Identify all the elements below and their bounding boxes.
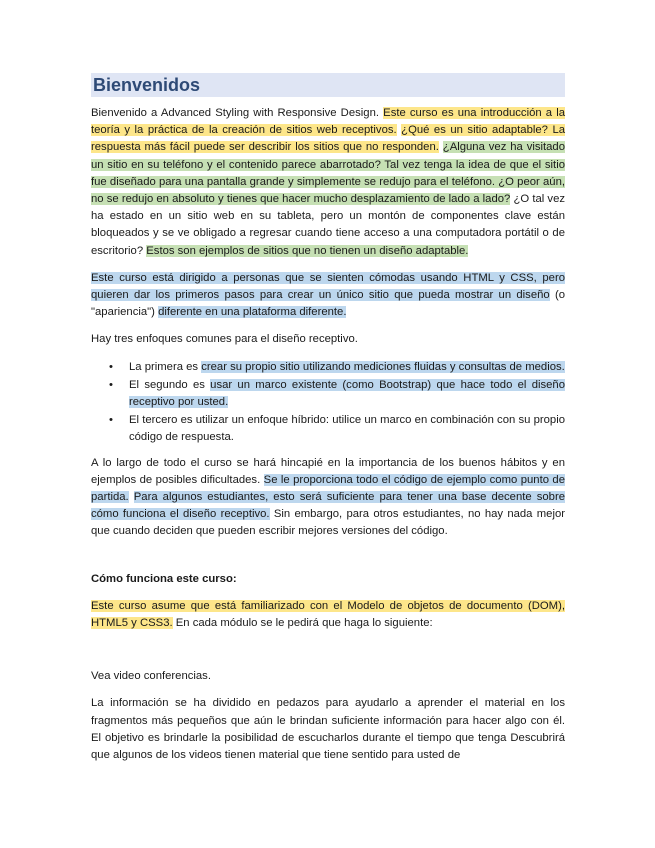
information-paragraph: La información se ha dividido en pedazos para ayudarlo a aprender el material en los fragmentos más pequeños que aún le brindan suficiente información para hacer algo con él. El objetivo es brindarle la posibilidad de escucharlos durante el tiempo que tenga Descubrirá que algunos de los videos tienen material que tiene sentido para usted de — [91, 697, 565, 762]
list-item-3-text: El tercero es utilizar un enfoque híbrido: utilice un marco en combinación con su propio código de respuesta. — [129, 414, 565, 444]
list-item-1-text: crear su propio sitio utilizando mediciones fluidas y consultas de medios. — [201, 360, 565, 373]
audience-sentence-1: Este curso está dirigido a personas que se sienten cómodas usando HTML y CSS, pero quieren dar los primeros pasos para crear un único sitio que pueda mostrar un diseño — [91, 271, 565, 302]
assumptions-sentence-1: Este curso asume que está familiarizado con el Modelo de objetos de documento (DOM), HTML5 y CSS3. — [91, 599, 565, 630]
list-item-2-text: usar un marco existente (como Bootstrap) que hace todo el diseño receptivo por usted. — [129, 378, 565, 409]
audience-sentence-2: (o "apariencia") — [91, 289, 566, 319]
assumptions-paragraph — [91, 598, 565, 632]
assumptions-sentence-2: En cada módulo se le pedirá que haga lo siguiente: — [175, 617, 433, 630]
document-content — [91, 73, 565, 774]
video-lectures-line: Vea video conferencias. — [91, 670, 211, 683]
intro-sentence-3: ¿Qué es un sitio adaptable? La respuesta más fácil puede ser describir los sitios que no responden. — [91, 124, 566, 154]
list-item — [129, 412, 565, 446]
list-item-2-lead: El segundo es — [129, 378, 205, 391]
intro-sentence-4: ¿Alguna vez ha visitado un sitio en su teléfono y el contenido parece abarrotado? Tal vez tenga la idea de que el sitio fue diseñado para una pantalla grande y simplemente se redujo para el teléfono. ¿O peor aún, no se redujo en absoluto y tienes que hacer mucho desplazamiento de lado a lado? — [91, 141, 565, 206]
list-item-1-lead: La primera es — [129, 360, 199, 373]
audience-sentence-3: diferente en una plataforma diferente. — [158, 306, 347, 319]
habits-sentence-3: Para algunos estudiantes, esto será suficiente para tener una base decente sobre cómo funciona el diseño receptivo. — [91, 491, 565, 521]
approaches-intro: Hay tres enfoques comunes para el diseño receptivo. — [91, 333, 358, 346]
habits-paragraph — [91, 455, 565, 541]
intro-sentence-6: Estos son ejemplos de sitios que no tienen un diseño adaptable. — [146, 244, 469, 257]
spacer — [91, 642, 565, 668]
list-item — [129, 359, 565, 376]
section-subheading: Cómo funciona este curso: — [91, 572, 237, 585]
intro-paragraph — [91, 105, 565, 260]
list-item — [129, 377, 565, 411]
page-title: Bienvenidos — [91, 73, 565, 97]
audience-paragraph — [91, 270, 565, 322]
intro-sentence-1: Bienvenido a Advanced Styling with Responsive Design. — [91, 107, 379, 119]
habits-sentence-1: A lo largo de todo el curso se hará hincapié en la importancia de los buenos hábitos y en ejemplos de posibles dificultades. — [91, 456, 565, 486]
intro-sentence-2: Este curso es una introducción a la teoría y la práctica de la creación de sitios web receptivos. — [91, 107, 566, 137]
habits-sentence-2: Se le proporciona todo el código de ejemplo como punto de partida. — [91, 473, 565, 504]
intro-sentence-5: ¿O tal vez ha estado en un sitio web en su tableta, pero un montón de componentes clave están bloqueados y se ve obligado a regresar cuando tiene acceso a una computadora portátil o de escritorio? — [91, 193, 565, 257]
approaches-list — [91, 359, 565, 447]
habits-sentence-4: Sin embargo, para otros estudiantes, no hay nada mejor que cuando deciden que pueden escribir mejores versiones del código. — [91, 508, 566, 538]
